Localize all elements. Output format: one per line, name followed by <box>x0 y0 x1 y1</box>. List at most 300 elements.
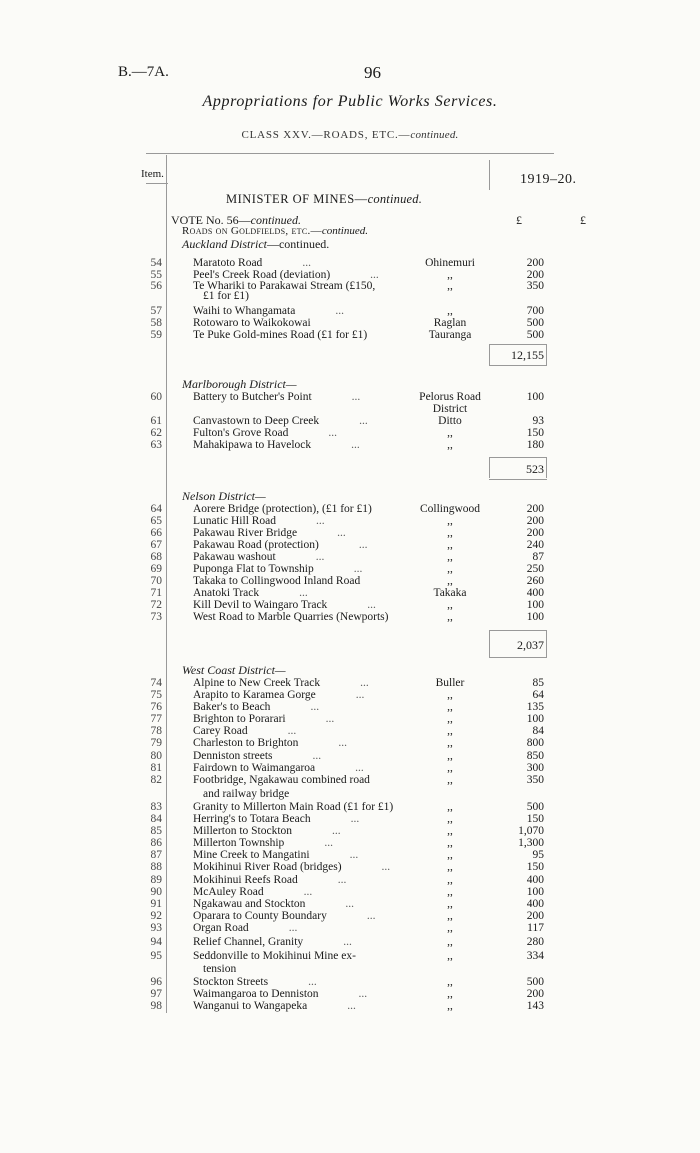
item-number: 59 <box>150 329 162 341</box>
item-district: ,, <box>447 599 453 611</box>
item-description-cell <box>193 737 347 749</box>
item-description: Lunatic Hill Road <box>193 515 277 527</box>
table-row <box>0 950 700 962</box>
item-number: 56 <box>150 280 162 292</box>
table-row <box>0 503 700 515</box>
item-district: ,, <box>447 539 453 551</box>
item-description-cell <box>193 976 317 988</box>
item-description-cell <box>193 575 360 587</box>
item-amount: 200 <box>526 988 544 1000</box>
item-description-cell <box>193 801 393 813</box>
table-row <box>0 551 700 563</box>
westcoast-district-heading: West Coast District— <box>182 663 286 677</box>
leader-dots: ... <box>338 737 348 749</box>
item-number: 77 <box>150 713 162 725</box>
item-description: Takaka to Collingwood Inland Road <box>193 575 361 587</box>
ministry-suffix: continued. <box>367 192 423 206</box>
table-row <box>0 936 700 948</box>
item-amount: 350 <box>526 774 544 786</box>
item-number: 54 <box>150 257 162 269</box>
item-description-cell <box>193 415 368 427</box>
item-description: Mahakipawa to Havelock <box>193 439 312 451</box>
item-95-continuation: tension <box>203 963 237 975</box>
table-row <box>0 427 700 439</box>
leader-dots: ... <box>370 269 379 281</box>
table-row <box>0 415 700 427</box>
item-description: Kill Devil to Waingaro Track <box>193 599 328 611</box>
item-description-cell <box>193 837 333 849</box>
leader-dots: ... <box>349 849 359 861</box>
amount-column-divider <box>489 160 490 190</box>
item-description-cell <box>193 317 311 329</box>
item-description-cell <box>193 503 372 515</box>
leader-dots: ... <box>347 1000 356 1012</box>
item-district: ,, <box>447 910 453 922</box>
item-amount: 400 <box>526 587 544 599</box>
item-description: Wanganui to Wangapeka <box>193 1000 308 1012</box>
marlborough-total-right-divider <box>546 458 547 478</box>
item-district: ,, <box>447 750 453 762</box>
item-description: Denniston streets <box>193 750 273 762</box>
item-amount: 95 <box>532 849 544 861</box>
item-description-cell <box>193 329 367 341</box>
table-row <box>0 813 700 825</box>
item-amount: 260 <box>526 575 544 587</box>
leader-dots: ... <box>308 976 317 988</box>
item-description: Mokihinui Reefs Road <box>193 874 298 886</box>
item-number: 81 <box>150 762 162 774</box>
item-amount: 100 <box>526 599 544 611</box>
leader-dots: ... <box>303 886 313 898</box>
table-row <box>0 280 700 292</box>
item-amount: 500 <box>526 329 544 341</box>
item-header-rule <box>146 183 168 184</box>
leader-dots: ... <box>355 762 364 774</box>
item-description: Waimangaroa to Denniston <box>193 988 319 1000</box>
item-description: Rotowaro to Waikokowai <box>193 317 311 329</box>
leader-dots: ... <box>325 713 335 725</box>
item-number: 67 <box>150 539 162 551</box>
item-amount: 117 <box>527 922 544 934</box>
leader-dots: ... <box>343 936 352 948</box>
table-row <box>0 861 700 873</box>
item-district: ,, <box>447 737 453 749</box>
table-row <box>0 563 700 575</box>
leader-dots: ... <box>299 587 308 599</box>
item-number: 68 <box>150 551 162 563</box>
nelson-total: 2,037 <box>517 638 544 652</box>
item-description-cell <box>193 886 312 898</box>
leader-dots: ... <box>351 391 361 403</box>
table-row <box>0 849 700 861</box>
item-amount: 500 <box>526 976 544 988</box>
table-row <box>0 611 700 623</box>
table-row <box>0 391 700 403</box>
table-row <box>0 257 700 269</box>
item-amount: 400 <box>526 874 544 886</box>
vote-suffix: continued. <box>250 213 301 227</box>
item-description-cell <box>193 813 359 825</box>
item-district: Ohinemuri <box>425 257 475 269</box>
item-district: ,, <box>447 427 453 439</box>
item-description: Pakawau washout <box>193 551 276 563</box>
item-number: 83 <box>150 801 162 813</box>
auckland-total-right-divider <box>546 345 547 365</box>
item-description-cell <box>193 713 334 725</box>
table-row <box>0 439 700 451</box>
item-description: Charleston to Brighton <box>193 737 299 749</box>
leader-dots: ... <box>328 427 337 439</box>
item-56-continuation: £1 for £1) <box>203 290 249 302</box>
marlborough-district-heading: Marlborough District— <box>182 377 297 391</box>
item-amount: 85 <box>532 677 544 689</box>
pound-sign-2: £ <box>580 213 586 227</box>
marlborough-total: 523 <box>526 462 544 476</box>
auckland-district-suffix: —continued. <box>266 237 330 251</box>
item-60-district-continuation: District <box>432 403 468 415</box>
item-description-cell <box>193 936 352 948</box>
leader-dots: ... <box>302 257 311 269</box>
table-row <box>0 801 700 813</box>
item-description: Stockton Streets <box>193 976 269 988</box>
item-amount: 850 <box>526 750 544 762</box>
table-row <box>0 599 700 611</box>
leader-dots: ... <box>345 898 355 910</box>
item-amount: 200 <box>526 257 544 269</box>
item-number: 90 <box>150 886 162 898</box>
leader-dots: ... <box>355 689 365 701</box>
item-district: ,, <box>447 813 453 825</box>
item-82-continuation: and railway bridge <box>203 788 290 800</box>
leader-dots: ... <box>337 874 347 886</box>
item-number: 80 <box>150 750 162 762</box>
page-number: 96 <box>364 63 381 82</box>
item-description: Pakawau River Bridge <box>193 527 298 539</box>
item-number: 76 <box>150 701 162 713</box>
item-district: ,, <box>447 689 453 701</box>
item-description-cell <box>193 587 308 599</box>
item-description: Organ Road <box>193 922 249 934</box>
leader-dots: ... <box>359 415 368 427</box>
leader-dots: ... <box>335 305 344 317</box>
item-amount: 84 <box>532 725 544 737</box>
item-number: 92 <box>150 910 162 922</box>
item-amount: 143 <box>526 1000 544 1012</box>
item-description: Seddonville to Mokihinui Mine ex- <box>193 950 356 962</box>
leader-dots: ... <box>358 539 368 551</box>
item-amount: 100 <box>526 611 544 623</box>
item-district: ,, <box>447 936 453 948</box>
leader-dots: ... <box>353 563 363 575</box>
item-district: ,, <box>447 575 453 587</box>
item-amount: 334 <box>526 950 544 962</box>
item-district: ,, <box>447 988 453 1000</box>
item-description: Mine Creek to Mangatini <box>193 849 310 861</box>
vote-label: VOTE No. 56— <box>171 213 251 227</box>
item-district: ,, <box>447 886 453 898</box>
item-number: 57 <box>150 305 162 317</box>
item-description-cell <box>193 825 341 837</box>
item-description-cell <box>193 774 370 786</box>
item-description-cell <box>193 551 324 563</box>
item-district: Buller <box>435 677 465 689</box>
item-number: 82 <box>150 774 162 786</box>
item-number: 96 <box>150 976 162 988</box>
item-description: Oparara to County Boundary <box>193 910 327 922</box>
roads-subheading <box>182 225 368 237</box>
table-row <box>0 774 700 786</box>
item-amount: 100 <box>526 886 544 898</box>
item-number: 73 <box>150 611 162 623</box>
item-district: ,, <box>447 861 453 873</box>
nelson-district-heading: Nelson District— <box>182 489 266 503</box>
item-district: Pelorus Road <box>419 391 481 403</box>
table-row <box>0 677 700 689</box>
item-district: ,, <box>447 527 453 539</box>
item-number: 60 <box>150 391 162 403</box>
table-row <box>0 910 700 922</box>
item-description: Millerton to Stockton <box>193 825 293 837</box>
item-number: 61 <box>150 415 162 427</box>
page-title: Appropriations for Public Works Services. <box>202 93 498 110</box>
item-description-cell <box>193 874 346 886</box>
item-amount: 100 <box>526 713 544 725</box>
item-amount: 350 <box>526 280 544 292</box>
nelson-total-rule <box>489 657 547 658</box>
item-description-cell <box>193 677 369 689</box>
ministry-heading <box>226 192 422 207</box>
item-description: Fulton's Grove Road <box>193 427 289 439</box>
item-number: 74 <box>150 677 162 689</box>
nelson-total-right-divider <box>546 631 547 657</box>
item-description-cell <box>193 527 346 539</box>
item-district: ,, <box>447 849 453 861</box>
item-district: Takaka <box>433 587 467 599</box>
leader-dots: ... <box>337 527 346 539</box>
item-description-cell <box>193 1000 356 1012</box>
item-number: 62 <box>150 427 162 439</box>
item-district: ,, <box>447 922 453 934</box>
item-description: Anatoki Track <box>193 587 260 599</box>
item-description-cell <box>193 849 358 861</box>
item-district: ,, <box>447 439 453 451</box>
item-amount: 280 <box>526 936 544 948</box>
table-row <box>0 762 700 774</box>
item-amount: 180 <box>526 439 544 451</box>
item-description: Battery to Butcher's Point <box>193 391 312 403</box>
item-description: Te Puke Gold-mines Road (£1 for £1) <box>193 329 368 341</box>
leader-dots: ... <box>367 599 376 611</box>
leader-dots: ... <box>366 910 376 922</box>
item-district: ,, <box>447 950 453 962</box>
item-amount: 1,300 <box>518 837 544 849</box>
item-district: ,, <box>447 837 453 849</box>
item-number: 65 <box>150 515 162 527</box>
item-district: ,, <box>447 874 453 886</box>
ministry-name: MINISTER OF MINES— <box>226 192 368 206</box>
item-district: ,, <box>447 280 453 292</box>
item-number: 95 <box>150 950 162 962</box>
table-row <box>0 329 700 341</box>
item-district: Ditto <box>438 415 462 427</box>
table-row <box>0 874 700 886</box>
item-description-cell <box>193 305 344 317</box>
item-number: 97 <box>150 988 162 1000</box>
item-number: 88 <box>150 861 162 873</box>
item-number: 78 <box>150 725 162 737</box>
item-number: 89 <box>150 874 162 886</box>
auckland-district-heading <box>182 237 329 252</box>
item-amount: 200 <box>526 503 544 515</box>
item-number: 70 <box>150 575 162 587</box>
item-district: Tauranga <box>428 329 472 341</box>
table-row <box>0 701 700 713</box>
item-description-cell <box>193 750 321 762</box>
item-description: Mokihinui River Road (bridges) <box>193 861 342 873</box>
leader-dots: ... <box>324 837 333 849</box>
item-district: ,, <box>447 801 453 813</box>
leader-dots: ... <box>358 988 368 1000</box>
item-description: Granity to Millerton Main Road (£1 for £1) <box>193 801 394 813</box>
item-description-cell <box>193 898 354 910</box>
item-description: Aorere Bridge (protection), (£1 for £1) <box>193 503 372 515</box>
item-district: ,, <box>447 898 453 910</box>
item-amount: 200 <box>526 269 544 281</box>
table-row <box>0 317 700 329</box>
item-description-cell <box>193 515 325 527</box>
table-row <box>0 825 700 837</box>
table-row <box>0 737 700 749</box>
item-description-cell <box>193 439 360 451</box>
item-district: ,, <box>447 976 453 988</box>
item-amount: 300 <box>526 762 544 774</box>
item-district: ,, <box>447 774 453 786</box>
table-row <box>0 922 700 934</box>
item-amount: 1,070 <box>518 825 544 837</box>
item-amount: 200 <box>526 910 544 922</box>
leader-dots: ... <box>315 551 325 563</box>
marlborough-subtotal-rule <box>489 457 547 458</box>
roads-label: Roads on Goldfields, etc.— <box>182 225 322 237</box>
item-district: ,, <box>447 1000 453 1012</box>
item-description-cell <box>193 563 362 575</box>
table-row <box>0 539 700 551</box>
document-reference: B.—7A. <box>118 64 169 80</box>
item-number: 55 <box>150 269 162 281</box>
item-amount: 200 <box>526 515 544 527</box>
item-description-cell <box>193 689 364 701</box>
item-amount: 250 <box>526 563 544 575</box>
item-district: ,, <box>447 762 453 774</box>
item-district: ,, <box>447 701 453 713</box>
item-district: ,, <box>447 269 453 281</box>
auckland-total-rule <box>489 365 547 366</box>
item-description: West Road to Marble Quarries (Newports) <box>193 611 389 623</box>
leader-dots: ... <box>310 701 320 713</box>
item-number: 93 <box>150 922 162 934</box>
table-row <box>0 713 700 725</box>
item-amount: 93 <box>532 415 544 427</box>
table-row <box>0 750 700 762</box>
item-district: ,, <box>447 611 453 623</box>
item-description-cell <box>193 725 296 737</box>
item-description: Carey Road <box>193 725 248 737</box>
table-row <box>0 305 700 317</box>
item-description: Alpine to New Creek Track <box>193 677 321 689</box>
item-number: 71 <box>150 587 162 599</box>
item-description: Arapito to Karamea Gorge <box>193 689 316 701</box>
item-number: 84 <box>150 813 162 825</box>
item-description-cell <box>193 611 388 623</box>
item-description: Herring's to Totara Beach <box>193 813 311 825</box>
item-number: 64 <box>150 503 162 515</box>
item-amount: 400 <box>526 898 544 910</box>
leader-dots: ... <box>288 922 298 934</box>
item-number: 63 <box>150 439 162 451</box>
item-district: ,, <box>447 515 453 527</box>
item-description-cell <box>193 599 376 611</box>
item-description: Te Whariki to Parakawai Stream (£150, <box>193 280 376 292</box>
item-description: Pakawau Road (protection) <box>193 539 319 551</box>
leader-dots: ... <box>312 750 322 762</box>
item-district: ,, <box>447 563 453 575</box>
item-district: ,, <box>447 551 453 563</box>
item-amount: 800 <box>526 737 544 749</box>
roads-suffix: continued. <box>321 225 368 237</box>
item-description-cell <box>193 427 337 439</box>
table-row <box>0 527 700 539</box>
item-amount: 200 <box>526 527 544 539</box>
item-description-cell <box>193 922 297 934</box>
item-amount: 87 <box>532 551 544 563</box>
item-description-cell <box>193 950 356 962</box>
year-column-header: 1919–20. <box>520 172 577 187</box>
item-district: ,, <box>447 305 453 317</box>
item-description: Fairdown to Waimangaroa <box>193 762 316 774</box>
item-number: 98 <box>150 1000 162 1012</box>
item-amount: 500 <box>526 317 544 329</box>
table-row <box>0 976 700 988</box>
item-column-header: Item. <box>141 168 164 180</box>
leader-dots: ... <box>360 677 369 689</box>
item-number: 58 <box>150 317 162 329</box>
item-number: 72 <box>150 599 162 611</box>
item-district: Collingwood <box>419 503 481 515</box>
item-description-cell <box>193 861 390 873</box>
item-description: Waihi to Whangamata <box>193 305 296 317</box>
item-district: ,, <box>447 825 453 837</box>
item-number: 94 <box>150 936 162 948</box>
item-description-cell <box>193 762 364 774</box>
item-number: 86 <box>150 837 162 849</box>
class-heading <box>0 129 700 141</box>
leader-dots: ... <box>287 725 297 737</box>
item-description: Canvastown to Deep Creek <box>193 415 320 427</box>
item-district: ,, <box>447 725 453 737</box>
leader-dots: ... <box>350 813 360 825</box>
leader-dots: ... <box>351 439 360 451</box>
top-rule <box>146 153 554 154</box>
item-description: Puponga Flat to Township <box>193 563 314 575</box>
item-description-cell <box>193 988 367 1000</box>
item-number: 85 <box>150 825 162 837</box>
item-description: Peel's Creek Road (deviation) <box>193 269 331 281</box>
auckland-subtotal-rule <box>489 344 547 345</box>
table-row <box>0 689 700 701</box>
class-heading-text: CLASS XXV.—ROADS, ETC.— <box>241 129 411 141</box>
item-description-cell <box>193 257 311 269</box>
pound-sign-1: £ <box>516 213 522 227</box>
